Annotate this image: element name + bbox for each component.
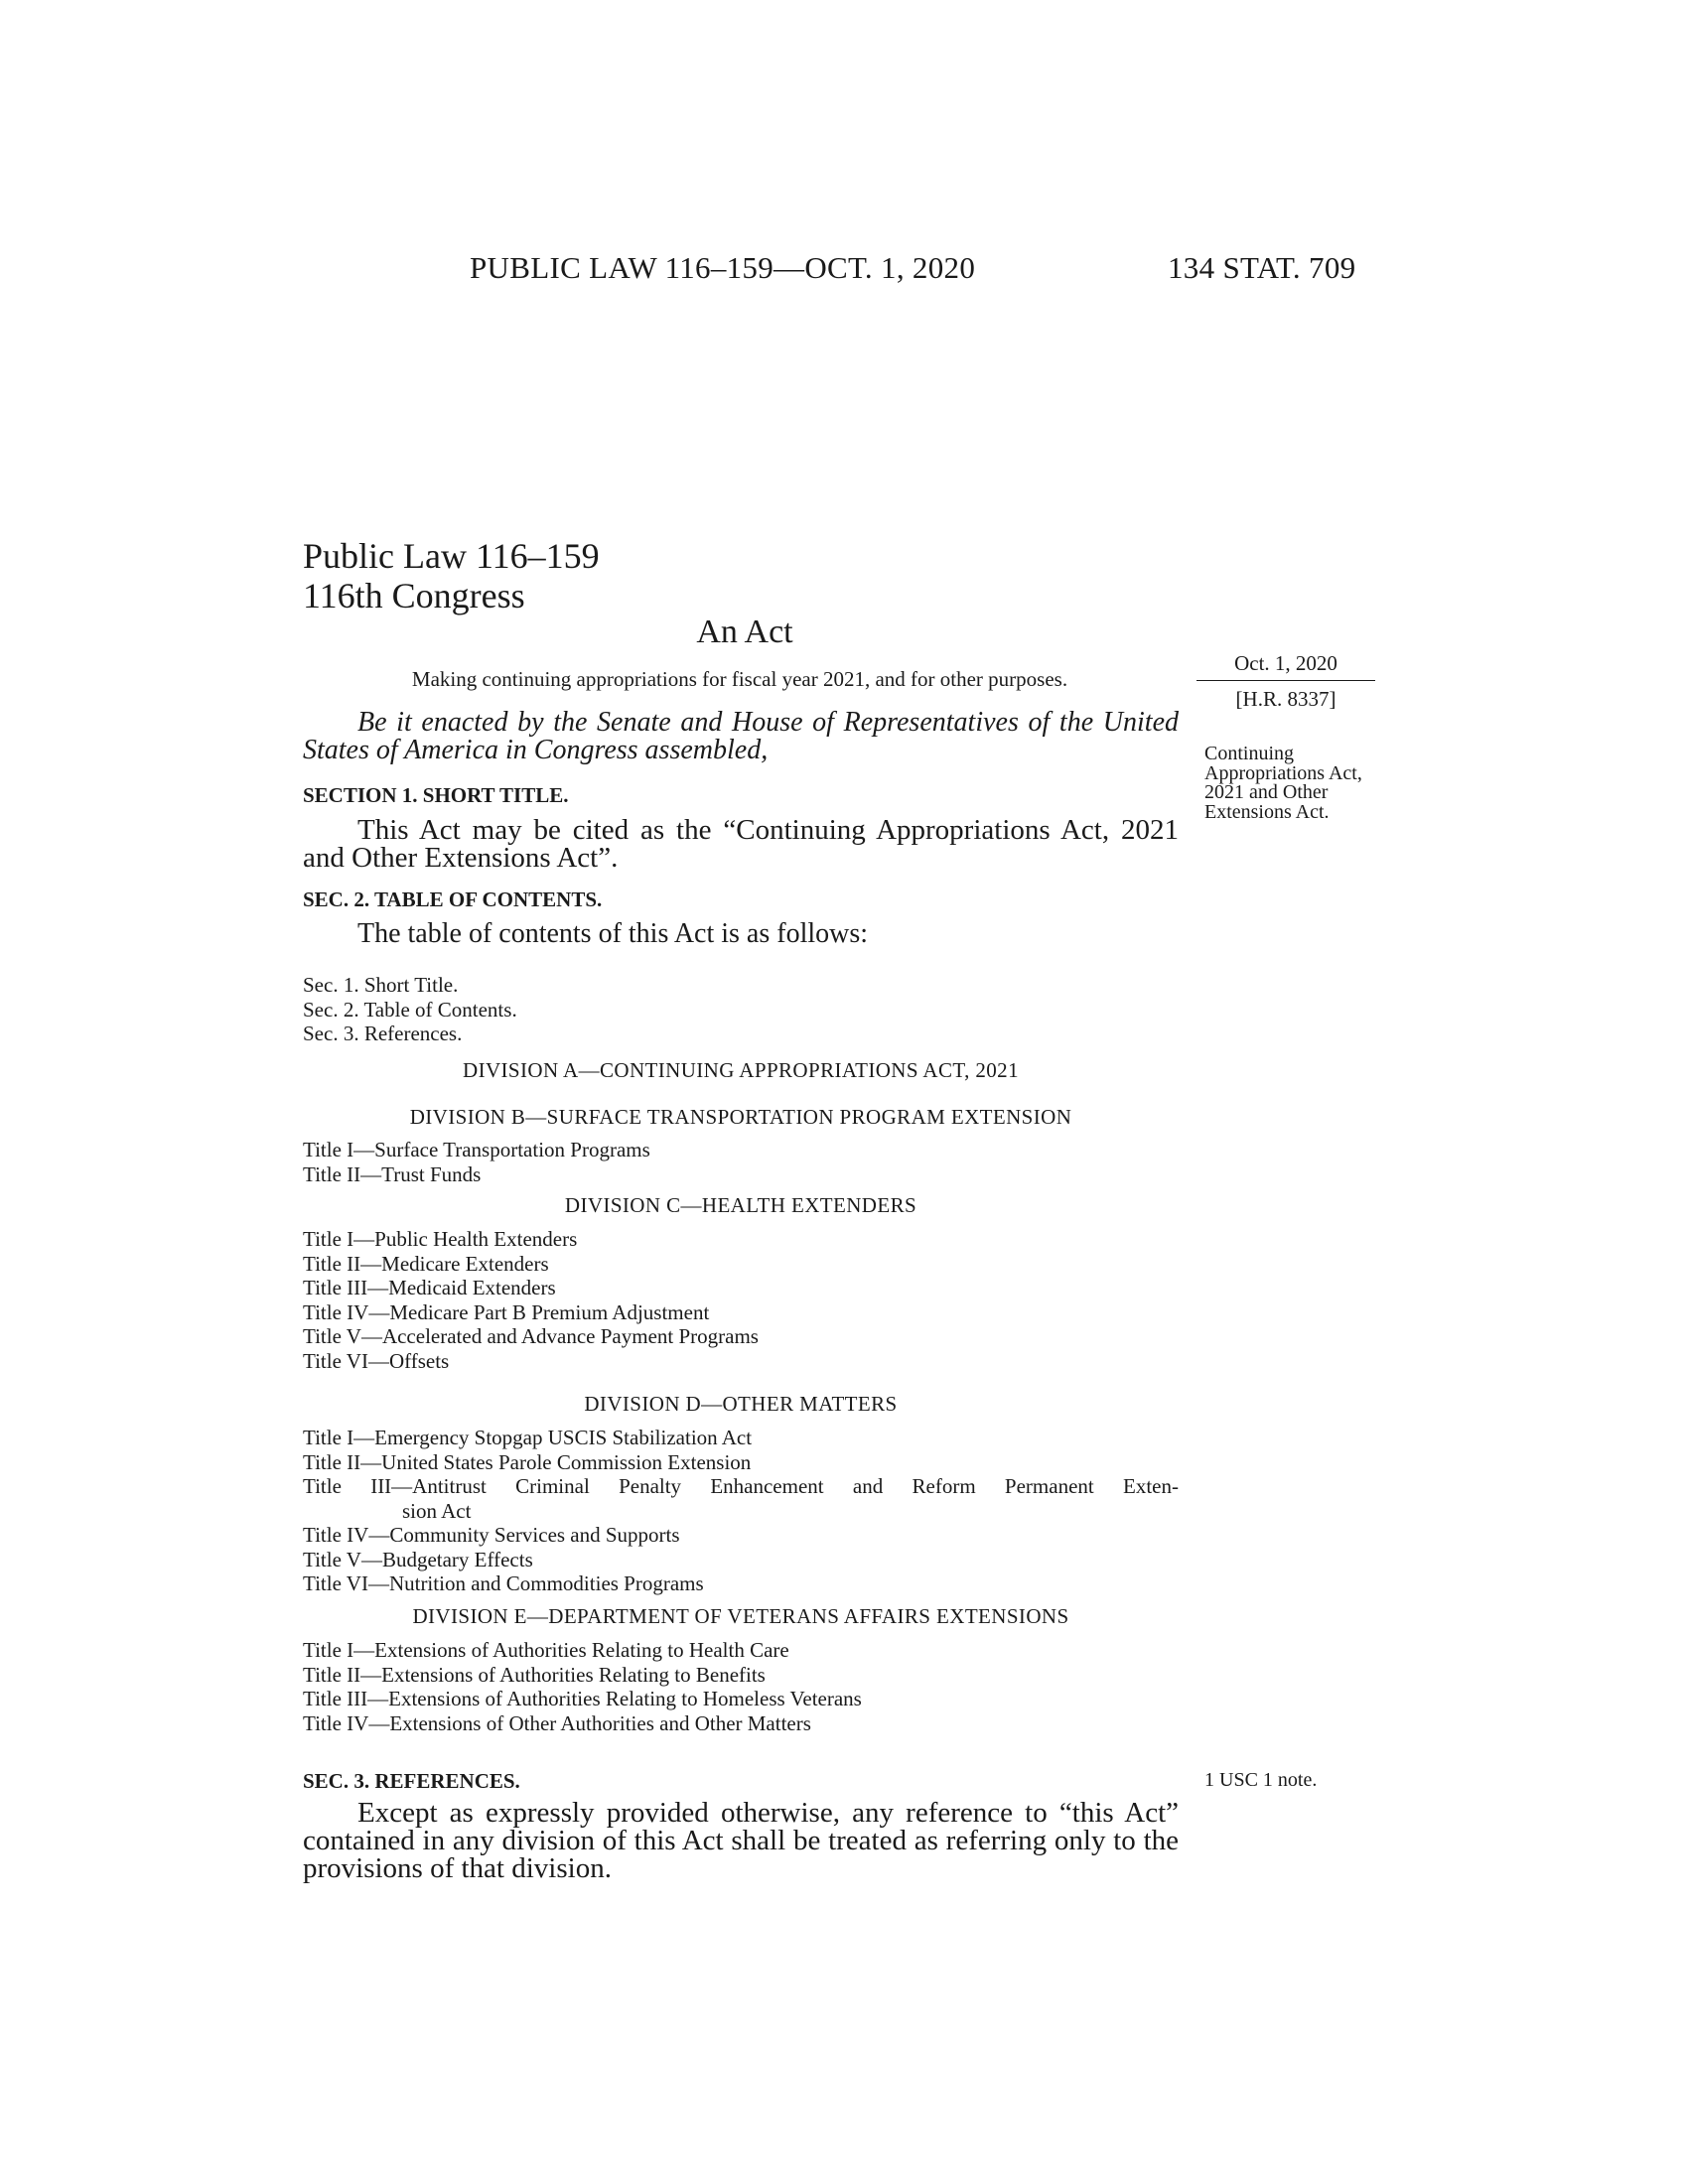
act-heading: An Act [696, 614, 793, 650]
toc-entry: Title III—Medicaid Extenders [303, 1276, 556, 1299]
toc-entry: Sec. 1. Short Title. [303, 973, 459, 997]
division-e-title-list [303, 1638, 862, 1735]
toc-entry: Title I—Extensions of Authorities Relating to Health Care [303, 1638, 789, 1662]
division-c-heading: DIVISION C—HEALTH EXTENDERS [564, 1193, 917, 1217]
toc-entry: Title IV—Community Services and Supports [303, 1523, 680, 1547]
margin-usc-note: 1 USC 1 note. [1204, 1769, 1318, 1791]
division-c-title-list [303, 1227, 759, 1373]
toc-entry: Title VI—Nutrition and Commodities Programs [303, 1571, 704, 1595]
page-number: 134 STAT. 709 [1168, 250, 1356, 285]
toc-entry: Title III—Extensions of Authorities Relating to Homeless Veterans [303, 1687, 862, 1710]
section-3-heading: SEC. 3. REFERENCES. [303, 1769, 520, 1793]
toc-entry: Sec. 2. Table of Contents. [303, 997, 517, 1022]
public-law-number: Public Law 116–159 [303, 536, 600, 576]
toc-entry: Title V—Budgetary Effects [303, 1547, 533, 1571]
toc-entry: Title II—Trust Funds [303, 1161, 482, 1186]
toc-entry: Title VI—Offsets [303, 1348, 450, 1373]
section-3-text: Except as expressly provided otherwise, any reference to “this Act” contained in any division of this Act shall be treated as referring only to the provisions of that division. [303, 1797, 1179, 1884]
toc-entry: Title II—Extensions of Authorities Relating to Benefits [303, 1662, 766, 1687]
section-2-text: The table of contents of this Act is as follows: [357, 918, 869, 949]
toc-entry: Title I—Surface Transportation Programs [303, 1138, 650, 1161]
division-a-heading: DIVISION A—CONTINUING APPROPRIATIONS ACT, 2021 [463, 1058, 1019, 1082]
running-head-title: PUBLIC LAW 116–159—OCT. 1, 2020 [470, 250, 976, 285]
toc-entry: Title IV—Medicare Part B Premium Adjustment [303, 1299, 710, 1324]
section-2-heading: SEC. 2. TABLE OF CONTENTS. [303, 887, 603, 911]
toc-entry: Title II—United States Parole Commission Extension [303, 1449, 752, 1474]
division-d-title-list [303, 1426, 1179, 1596]
division-b-heading: DIVISION B—SURFACE TRANSPORTATION PROGRAM EXTENSION [409, 1105, 1072, 1129]
enacting-clause: Be it enacted by the Senate and House of Representatives of the United States of America in Congress assembled, [303, 707, 1179, 765]
toc-section-list [303, 973, 517, 1046]
division-e-heading: DIVISION E—DEPARTMENT OF VETERANS AFFAIRS EXTENSIONS [412, 1604, 1069, 1628]
toc-entry: Title IV—Extensions of Other Authorities and Other Matters [303, 1710, 811, 1735]
toc-entry: Sec. 3. References. [303, 1022, 463, 1045]
purpose-line: Making continuing appropriations for fiscal year 2021, and for other purposes. [411, 667, 1068, 691]
toc-entry: Title III—Antitrust Criminal Penalty Enhancement and Reform Permanent Exten- [303, 1474, 1179, 1498]
toc-entry: Title II—Medicare Extenders [303, 1251, 549, 1276]
toc-entry: Title I—Public Health Extenders [303, 1227, 578, 1251]
division-d-heading: DIVISION D—OTHER MATTERS [584, 1392, 898, 1416]
congress-label: 116th Congress [303, 576, 525, 615]
toc-entry: Title I—Emergency Stopgap USCIS Stabilization Act [303, 1426, 753, 1449]
section-1-heading: SECTION 1. SHORT TITLE. [303, 783, 569, 807]
margin-bill-number: [H.R. 8337] [1235, 687, 1336, 711]
toc-entry-continuation: sion Act [402, 1498, 472, 1523]
division-b-title-list [303, 1138, 650, 1186]
section-1-text: This Act may be cited as the “Continuing Appropriations Act, 2021 and Other Extensions Act”. [303, 814, 1179, 874]
margin-short-title-note: Continuing Appropriations Act, 2021 and Other Extensions Act. [1204, 743, 1362, 823]
margin-date: Oct. 1, 2020 [1196, 651, 1375, 681]
toc-entry: Title V—Accelerated and Advance Payment Programs [303, 1324, 759, 1348]
